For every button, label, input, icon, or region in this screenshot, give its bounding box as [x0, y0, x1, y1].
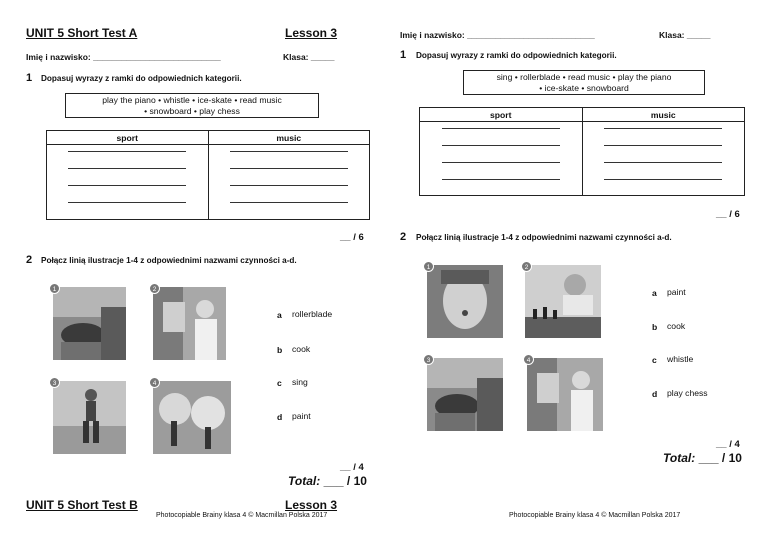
total-value: ___ / 10 [698, 451, 742, 465]
answer-line[interactable] [604, 128, 722, 129]
word-box-line: sing • rollerblade • read music • play the piano [496, 72, 672, 82]
lesson-label: Lesson 3 [285, 26, 338, 40]
class-field: Klasa: _____ [659, 30, 711, 40]
answer-line[interactable] [442, 179, 560, 180]
footer-copyright: Photocopiable Brainy klasa 4 © Macmillan Polska 2017 [156, 512, 328, 519]
photo-cooking [427, 358, 503, 431]
photo-singing [153, 381, 231, 454]
answer-line[interactable] [68, 185, 186, 186]
word-box [463, 70, 705, 95]
category-table [46, 130, 370, 220]
answer-line[interactable] [68, 151, 186, 152]
option-letter: a [652, 288, 657, 298]
exercise-2-number: 2 [26, 254, 33, 266]
exercise-2-instruction: Połącz linią ilustracje 1-4 z odpowiednimi nazwami czynności a-d. [41, 256, 297, 265]
total-label: Total: [663, 451, 696, 465]
option-word[interactable]: play chess [667, 388, 708, 398]
photo-badge-3: 3 [49, 377, 60, 388]
option-letter: c [652, 355, 657, 365]
answer-line[interactable] [230, 168, 348, 169]
exercise-1-score: __ / 6 [340, 232, 364, 243]
photo-badge-2: 2 [521, 261, 532, 272]
answer-line[interactable] [442, 145, 560, 146]
photo-cooking [53, 287, 126, 360]
option-word[interactable]: sing [292, 377, 308, 387]
category-table [419, 107, 745, 196]
footer-copyright: Photocopiable Brainy klasa 4 © Macmillan Polska 2017 [509, 512, 681, 519]
option-letter: d [277, 412, 283, 422]
answer-line[interactable] [230, 202, 348, 203]
option-word[interactable]: rollerblade [292, 309, 333, 319]
test-title: UNIT 5 Short Test A [26, 26, 138, 40]
photo-painting [153, 287, 226, 360]
total-score [663, 451, 742, 465]
class-field: Klasa: _____ [283, 52, 335, 62]
exercise-1-score: __ / 6 [716, 209, 740, 220]
total-label: Total: [288, 474, 321, 488]
photo-badge-1: 1 [423, 261, 434, 272]
option-word[interactable]: paint [667, 287, 686, 297]
next-test-title: UNIT 5 Short Test B [26, 498, 138, 512]
answer-line[interactable] [230, 185, 348, 186]
answer-line[interactable] [442, 128, 560, 129]
answer-line[interactable] [68, 202, 186, 203]
photo-badge-4: 4 [523, 354, 534, 365]
name-field: Imię i nazwisko: ___________________________ [400, 30, 595, 40]
exercise-2-instruction: Połącz linią ilustracje 1-4 z odpowiednimi nazwami czynności a-d. [416, 233, 672, 242]
option-word[interactable]: cook [292, 344, 311, 354]
exercise-2-score: __ / 4 [716, 439, 740, 450]
option-word[interactable]: paint [292, 411, 311, 421]
answer-line[interactable] [604, 145, 722, 146]
word-box-line: play the piano • whistle • ice-skate • read music [102, 95, 282, 105]
exercise-1-instruction: Dopasuj wyrazy z ramki do odpowiednich kategorii. [416, 51, 617, 60]
photo-painting [527, 358, 603, 431]
option-word[interactable]: cook [667, 321, 686, 331]
total-score [288, 474, 367, 488]
word-box-line: • ice-skate • snowboard [539, 83, 629, 93]
answer-line[interactable] [604, 162, 722, 163]
photo-badge-4: 4 [149, 377, 160, 388]
music-answer-lines [208, 145, 370, 220]
answer-line[interactable] [442, 162, 560, 163]
next-lesson-label: Lesson 3 [285, 498, 338, 512]
column-header-sport: sport [47, 131, 209, 145]
word-box [65, 93, 319, 118]
option-letter: b [277, 345, 283, 355]
exercise-2-number: 2 [400, 231, 407, 243]
answer-line[interactable] [68, 168, 186, 169]
option-letter: c [277, 378, 282, 388]
exercise-1-number: 1 [400, 49, 407, 61]
photo-whistling [427, 265, 503, 338]
sport-answer-lines [420, 122, 583, 196]
option-letter: b [652, 322, 658, 332]
option-letter: d [652, 389, 658, 399]
column-header-music: music [208, 131, 370, 145]
column-header-sport: sport [420, 108, 583, 122]
photo-rollerblading [53, 381, 126, 454]
photo-badge-1: 1 [49, 283, 60, 294]
exercise-2-score: __ / 4 [340, 462, 364, 473]
sport-answer-lines [47, 145, 209, 220]
answer-line[interactable] [604, 179, 722, 180]
option-word[interactable]: whistle [667, 354, 694, 364]
name-field: Imię i nazwisko: ___________________________ [26, 52, 221, 62]
photo-badge-3: 3 [423, 354, 434, 365]
option-letter: a [277, 310, 282, 320]
exercise-1-instruction: Dopasuj wyrazy z ramki do odpowiednich kategorii. [41, 74, 242, 83]
photo-badge-2: 2 [149, 283, 160, 294]
music-answer-lines [582, 122, 745, 196]
column-header-music: music [582, 108, 745, 122]
total-value: ___ / 10 [323, 474, 367, 488]
answer-line[interactable] [230, 151, 348, 152]
exercise-1-number: 1 [26, 72, 33, 84]
word-box-line: • snowboard • play chess [144, 106, 240, 116]
photo-chess [525, 265, 601, 338]
